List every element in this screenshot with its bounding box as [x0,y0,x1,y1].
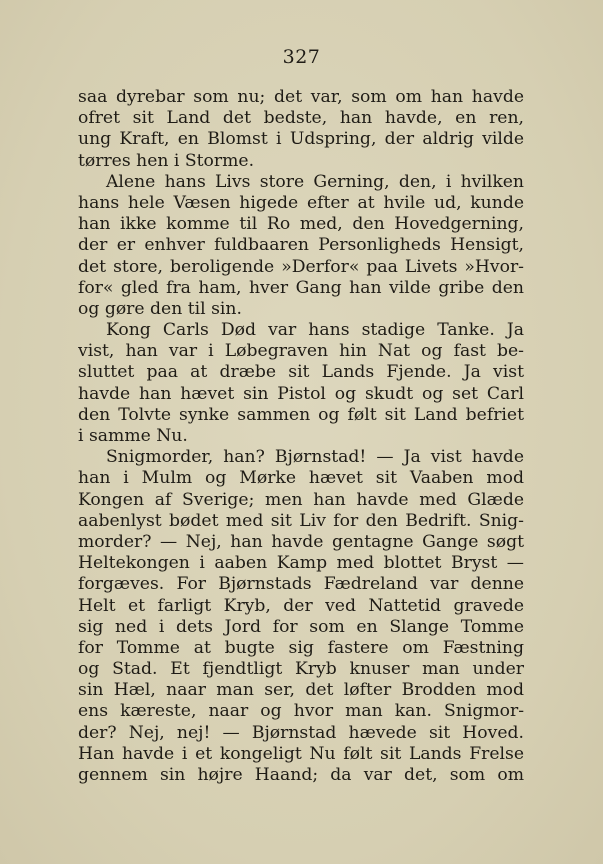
text-line: saa dyrebar som nu; det var, som om han havde [78,87,524,107]
text-line: hans hele Væsen higede efter at hvile ud, kunde [78,192,524,213]
text-line: han i Mulm og Mørke hævet sit Vaaben mod [78,468,524,489]
text-line: sluttet paa at dræbe sit Lands Fjende. Ja vist [78,362,524,383]
text-line: ens kæreste, naar og hvor man kan. Snigmor- [78,701,524,722]
text-line: havde han hævet sin Pistol og skudt og set Carl [78,383,524,404]
text-line: Helt et farligt Kryb, der ved Nattetid gravede [78,595,524,616]
text-line: Alene hans Livs store Gerning, den, i hvilken [106,171,524,192]
text-line: for Tomme at bugte sig fastere om Fæstning [78,637,524,658]
text-line: der er enhver fuldbaaren Personligheds Hensigt, [78,235,524,256]
text-line: Han havde i et kongeligt Nu følt sit Lands Frelse [78,743,524,764]
text-line: Snigmorder, han? Bjørnstad! — Ja vist havde [106,447,524,468]
text-line: aabenlyst bødet med sit Liv for den Bedrift. Snig- [78,510,524,531]
page-number: 327 [282,46,321,68]
body-text [78,87,524,786]
text-line: sin Hæl, naar man ser, det løfter Brodden mod [78,680,524,701]
text-line: Kongen af Sverige; men han havde med Glæde [78,489,524,510]
text-line: og gøre den til sin. [78,298,242,319]
text-line: han ikke komme til Ro med, den Hovedgerning, [78,214,524,235]
text-line: forgæves. For Bjørnstads Fædreland var denne [78,574,524,595]
text-line: og Stad. Et fjendtligt Kryb knuser man under [78,659,524,680]
text-line: den Tolvte synke sammen og følt sit Land befriet [78,404,524,425]
text-line: der? Nej, nej! — Bjørnstad hævede sit Hoved. [78,722,524,743]
text-line: morder? — Nej, han havde gentagne Gange søgt [78,531,524,552]
text-line: gennem sin højre Haand; da var det, som om [78,765,524,785]
text-line: ofret sit Land det bedste, han havde, en ren, [78,108,524,129]
text-line: det store, beroligende »Derfor« paa Livets »Hvor- [78,256,524,277]
text-line: ung Kraft, en Blomst i Udspring, der aldrig vilde [78,129,524,150]
text-line: Heltekongen i aaben Kamp med blottet Bryst — [78,553,524,574]
text-line: for« gled fra ham, hver Gang han vilde gribe den [78,277,524,298]
text-line: tørres hen i Storme. [78,150,255,171]
text-line: i samme Nu. [78,426,188,446]
text-line: sig ned i dets Jord for som en Slange Tomme [78,616,524,637]
text-line: vist, han var i Løbegraven hin Nat og fast be- [78,341,524,362]
text-line: Kong Carls Død var hans stadige Tanke. Ja [106,320,524,341]
